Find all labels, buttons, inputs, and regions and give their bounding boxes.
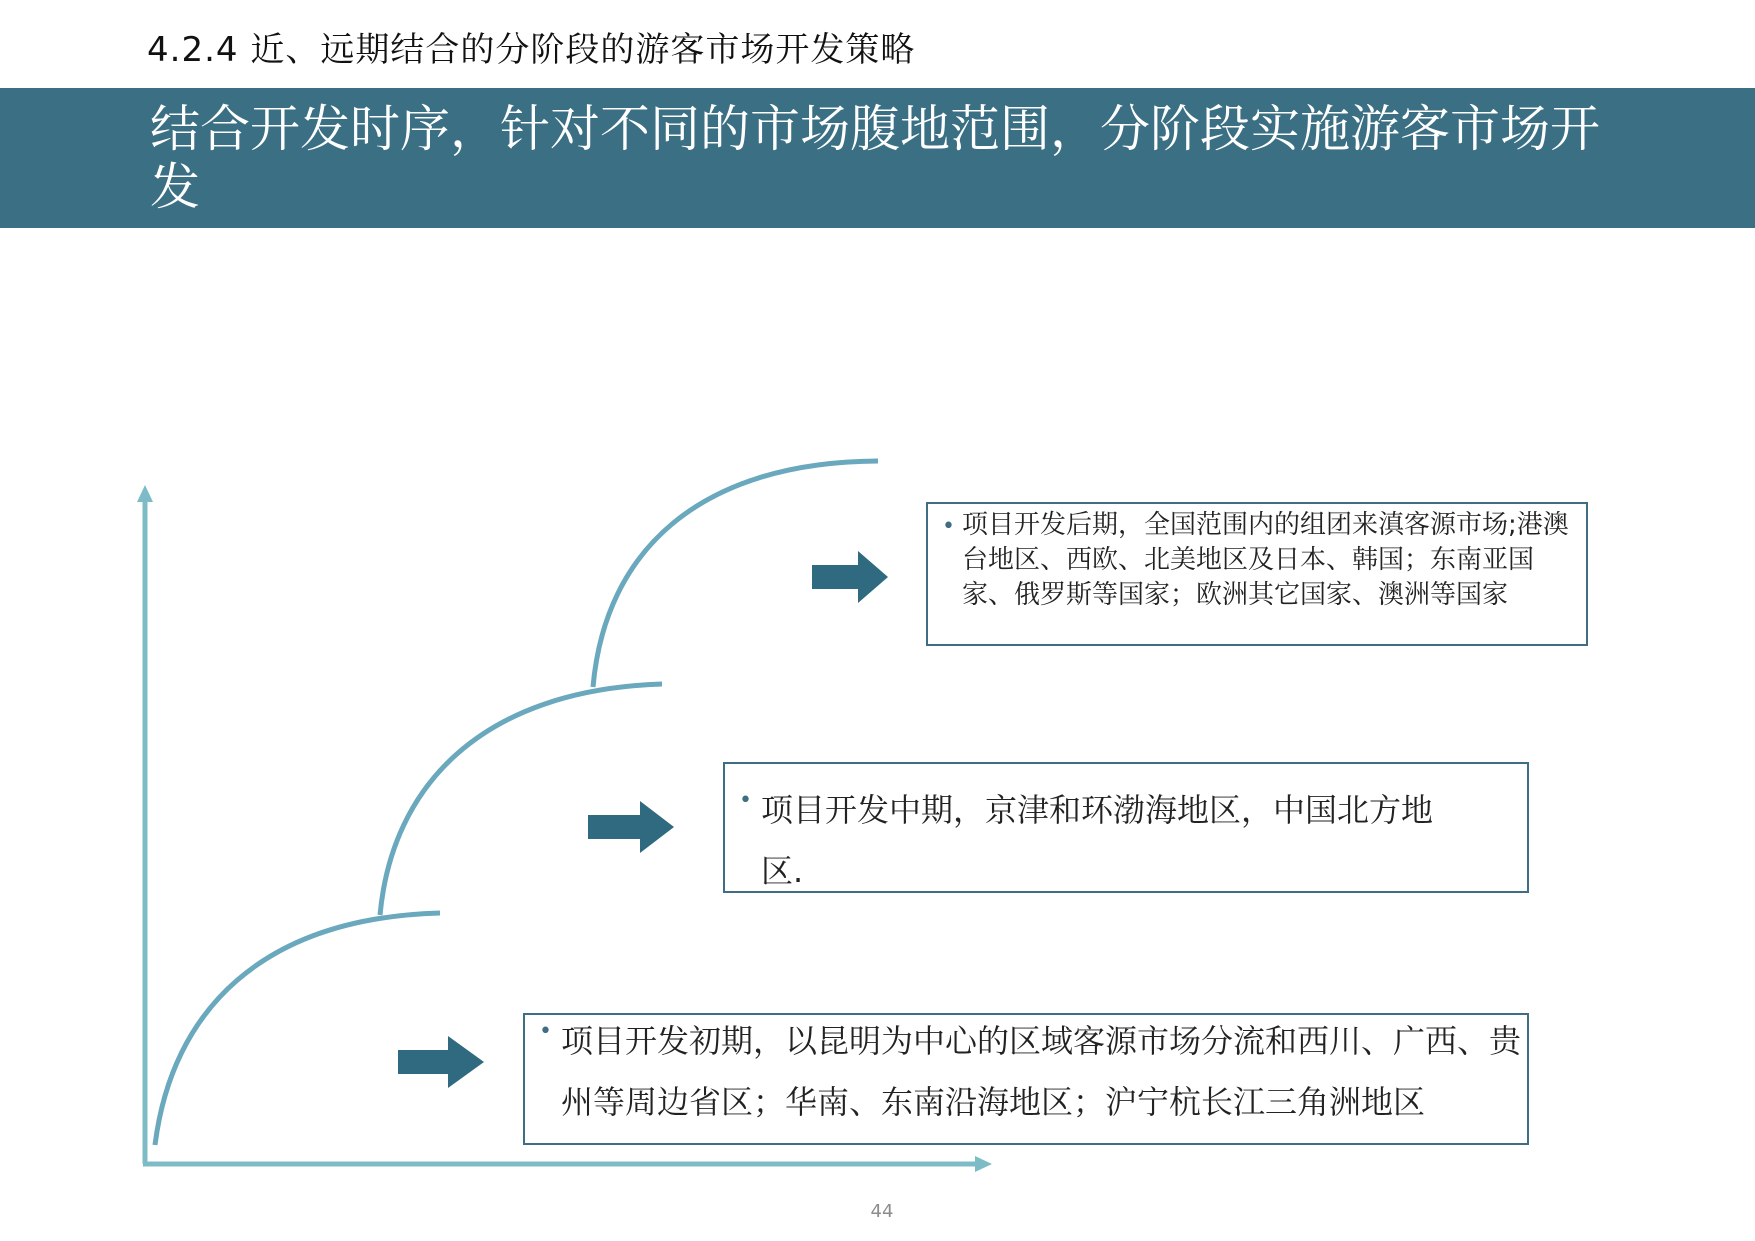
bullet-icon: • [539, 1019, 552, 1044]
bullet-icon: • [942, 514, 955, 539]
phase-box-late [926, 502, 1588, 646]
section-heading: 4.2.4 近、远期结合的分阶段的游客市场开发策略 [147, 30, 916, 70]
curve-phase-early [155, 913, 440, 1145]
curve-phase-mid [380, 684, 662, 915]
arrow-icon-early [398, 1036, 484, 1088]
phase-box-mid [723, 762, 1529, 893]
phase-late-text: 项目开发后期，全国范围内的组团来滇客源市场;港澳台地区、西欧、北美地区及日本、韩国；东南亚国家、俄罗斯等国家；欧洲其它国家、澳洲等国家 [962, 510, 1569, 610]
bullet-icon: • [739, 788, 752, 813]
arrow-icon-late [812, 551, 888, 603]
page-number: 44 [870, 1201, 894, 1222]
arrow-icon-mid [588, 801, 674, 853]
phase-early-text: 项目开发初期，以昆明为中心的区域客源市场分流和西川、广西、贵州等周边省区；华南、东南沿海地区；沪宁杭长江三角洲地区 [561, 1022, 1522, 1121]
phase-box-early [523, 1013, 1529, 1145]
y-axis-arrowhead [137, 485, 153, 502]
phase-mid-text: 项目开发中期，京津和环渤海地区，中国北方地区. [761, 791, 1434, 890]
x-axis-arrowhead [975, 1156, 992, 1172]
slide-title: 结合开发时序，针对不同的市场腹地范围，分阶段实施游客市场开发 [150, 100, 1600, 216]
